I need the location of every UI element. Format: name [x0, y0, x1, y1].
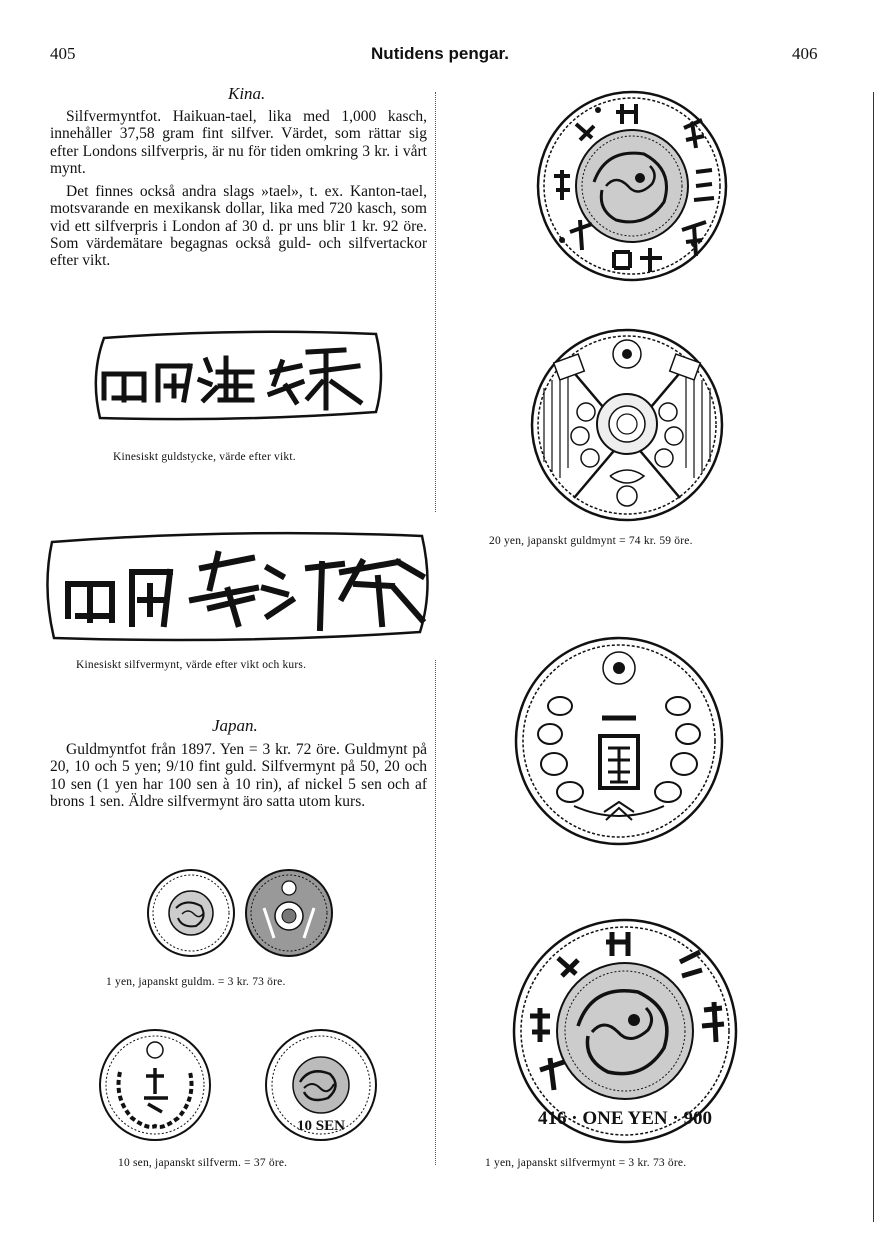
column-divider-top: [435, 92, 436, 512]
coin-20yen-obverse: [536, 90, 728, 282]
coin-1yen-silver-legend: 416 · ONE YEN · 900: [537, 1108, 713, 1129]
page-title: Nutidens pengar.: [371, 44, 509, 63]
china-paragraph-1: Silfvermyntfot. Haikuan-tael, lika med 1,000 kasch, innehåller 37,58 gram fint silfver. Värdet, som rättar sig efter Londons silfverpris, är nu för tiden omkring 3 kr. i vårt mynt.: [50, 108, 427, 177]
coin-1yen-gold-obverse: [146, 868, 236, 958]
japan-paragraph: Guldmyntfot från 1897. Yen = 3 kr. 72 öre. Guldmynt på 20, 10 och 5 yen; 9/10 fint guld. Silfvermynt på 50, 20 och 10 sen (1 yen har 100 sen à 10 rin), af nickel 5 sen och af brons 1 sen. Äldre silfvermynt äro satta utom kurs.: [50, 741, 427, 810]
coin-10sen-caption: 10 sen, japanskt silfverm. = 37 öre.: [118, 1157, 288, 1169]
page-edge-line: [873, 92, 874, 1222]
coin-10sen-legend: 10 SEN: [297, 1118, 345, 1134]
coin-1yen-silver-caption: 1 yen, japanskt silfvermynt = 3 kr. 73 öre.: [485, 1157, 687, 1169]
silver-ingot-caption: Kinesiskt silfvermynt, värde efter vikt och kurs.: [76, 659, 307, 671]
coin-20yen-reverse: [530, 328, 724, 522]
section-heading-china: Kina.: [228, 84, 266, 103]
coin-1yen-gold-caption: 1 yen, japanskt guldm. = 3 kr. 73 öre.: [106, 976, 286, 988]
gold-ingot-image: [86, 326, 388, 426]
china-paragraph-2: Det finnes också andra slags »tael», t. ex. Kanton-tael, motsvarande en mexikansk dollar, lika med 720 kasch, som vid ett silfverpris i London af 30 d. pr uns blir 1 kr. 92 öre. Som värdemätare begagnas också guld- och silfvertackor efter vikt.: [50, 183, 427, 270]
coin-10sen-reverse: [264, 1028, 378, 1142]
gold-ingot-caption: Kinesiskt guldstycke, värde efter vikt.: [113, 451, 296, 463]
left-page-number: 405: [50, 44, 76, 63]
column-divider-bottom: [435, 660, 436, 1165]
coin-1yen-silver-reverse: [514, 636, 724, 846]
section-heading-japan: Japan.: [212, 716, 258, 735]
coin-10sen-obverse: [98, 1028, 212, 1142]
right-page-number: 406: [792, 44, 818, 63]
coin-1yen-silver-obverse: [512, 918, 738, 1144]
coin-1yen-gold-reverse: [244, 868, 334, 958]
silver-ingot-image: [42, 528, 432, 644]
coin-20yen-caption: 20 yen, japanskt guldmynt = 74 kr. 59 öre.: [489, 535, 693, 547]
